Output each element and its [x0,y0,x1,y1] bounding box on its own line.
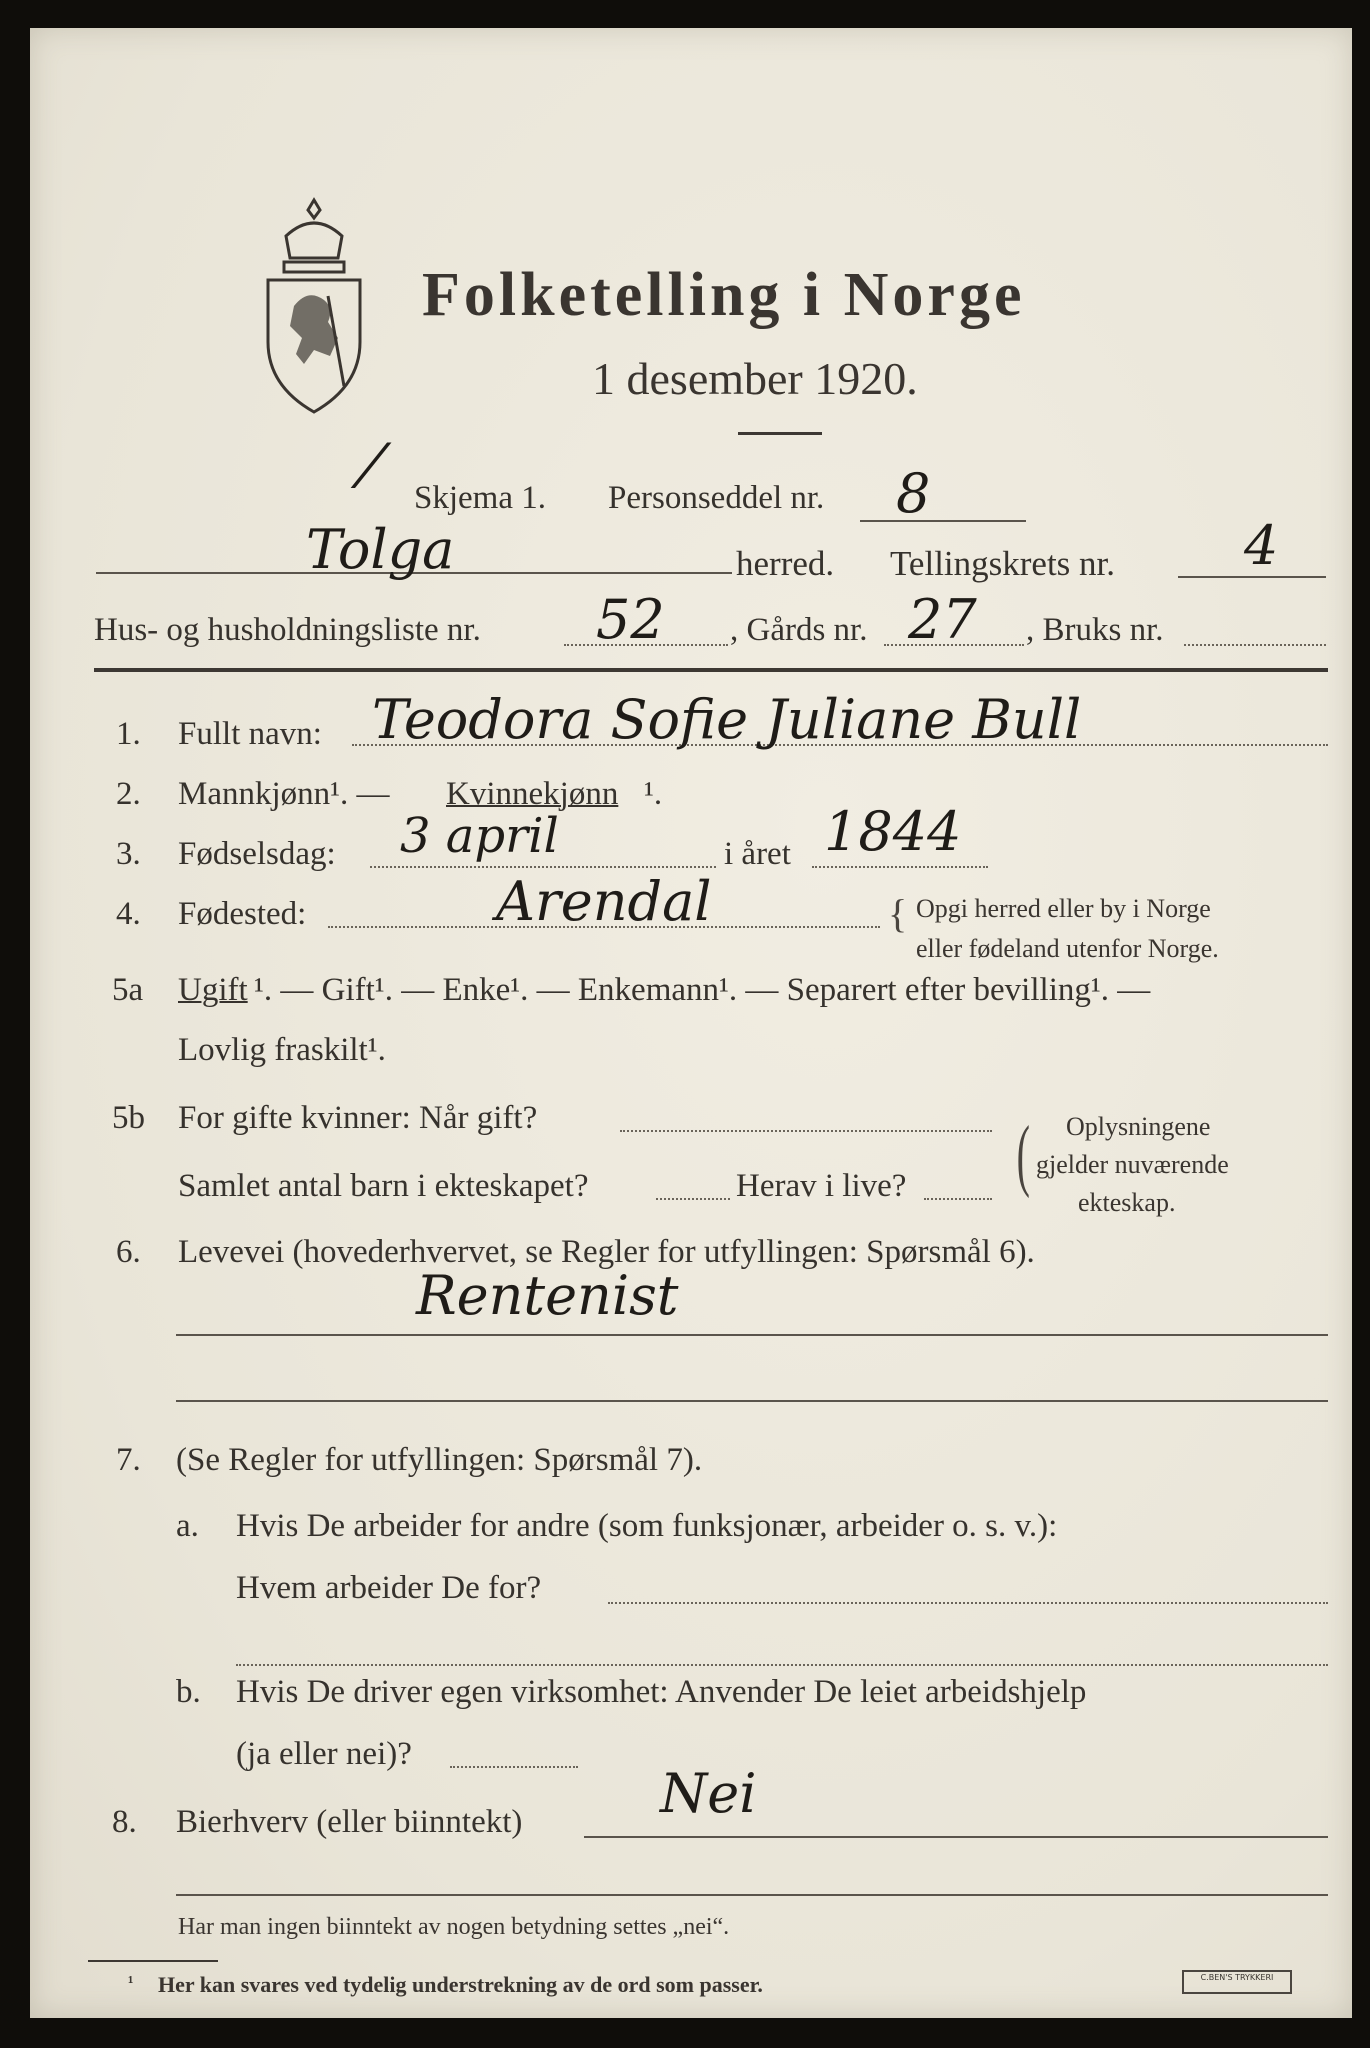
q2-mann-label: Mannkjønn¹. — [178,776,390,812]
q3-year-field [812,866,988,868]
footer-note: Har man ingen biinntekt av nogen betydning settes „nei“. [178,1914,730,1940]
q6-field-1 [176,1334,1328,1336]
q5b-number: 5b [112,1100,145,1136]
q5a-line2: Lovlig fraskilt¹. [178,1032,386,1068]
q5b-line2a: Samlet antal barn i ekteskapet? [178,1168,589,1204]
q7b-line1: Hvis De driver egen virksomhet: Anvender De leiet arbeidshjelp [236,1674,1087,1710]
bruks-field [1184,644,1326,646]
gards-value: 27 [908,588,977,651]
q4-note-line1: Opgi herred eller by i Norge [916,894,1211,923]
herred-label: herred. [736,544,835,583]
bruks-label: , Bruks nr. [1026,612,1164,648]
q5b-barn-field [656,1198,730,1200]
q5b-note-line1: Oplysningene [1066,1112,1211,1141]
tellingskrets-label: Tellingskrets nr. [890,544,1116,583]
herred-value: Tolga [306,518,455,581]
skjema-label: Skjema 1. [414,480,546,516]
personseddel-label: Personseddel nr. [608,480,825,516]
page-title: Folketelling i Norge [422,261,1026,329]
q2-kvinne-label: Kvinnekjønn [446,776,619,812]
q4-note-brace: { [888,891,908,936]
q7a-line2: Hvem arbeider De for? [236,1570,542,1606]
husholdning-value: 52 [596,588,665,651]
q8-value: Nei [660,1762,757,1825]
q7a-line1: Hvis De arbeider for andre (som funksjonær, arbeider o. s. v.): [236,1508,1058,1544]
q2-number: 2. [116,776,141,812]
q7a-letter: a. [176,1508,199,1544]
gards-label: , Gårds nr. [730,612,868,648]
personseddel-field [860,520,1026,522]
header-divider [94,668,1328,672]
q2-end: ¹. [644,776,663,812]
q4-label: Fødested: [178,896,307,932]
q6-label: Levevei (hovederhvervet, se Regler for utfyllingen: Spørsmål 6). [178,1234,1035,1270]
q5b-line1: For gifte kvinner: Når gift? [178,1100,538,1136]
q5b-note-line3: ekteskap. [1078,1188,1176,1217]
q4-value: Arendal [496,870,712,933]
q5a-number: 5a [112,972,144,1008]
q5a-options: ¹. — Gift¹. — Enke¹. — Enkemann¹. — Separert efter bevilling¹. — [254,972,1151,1008]
footnote-divider [88,1960,218,1962]
q5b-live-field [924,1198,992,1200]
handwritten-tick: ⁄ [366,432,377,502]
title-divider [738,432,822,435]
q8-number: 8. [112,1804,137,1840]
printer-stamp-text: C.BEN'S TRYKKERI [1200,1973,1274,1982]
q3-field [370,866,716,868]
census-form-page [30,28,1352,2018]
footnote-text: Her kan svares ved tydelig understrekning av de ord som passer. [158,1972,763,1997]
q3-number: 3. [116,836,141,872]
q4-number: 4. [116,896,141,932]
q6-value: Rentenist [416,1264,679,1327]
husholdning-label: Hus- og husholdningsliste nr. [94,612,481,648]
q6-field-2 [176,1400,1328,1402]
q7-number: 7. [116,1442,141,1478]
q5b-note-brace: ( [1016,1111,1030,1199]
tellingskrets-value: 4 [1244,514,1279,577]
q8-field-2 [176,1894,1328,1896]
q7a-field-1 [608,1602,1328,1604]
q7b-field [450,1766,578,1768]
q1-value: Teodora Sofie Juliane Bull [372,688,1082,751]
q5a-ugift: Ugift [178,972,248,1008]
q5b-line2b: Herav i live? [736,1168,907,1204]
q3-year-label: i året [724,836,791,872]
q8-field [584,1836,1328,1838]
printer-stamp [1182,1970,1292,1994]
q5b-note-line2: gjelder nuværende [1036,1150,1229,1179]
q1-number: 1. [116,716,141,752]
q1-label: Fullt navn: [178,716,322,752]
q5b-gift-field [620,1130,992,1132]
q4-note-line2: eller fødeland utenfor Norge. [916,934,1219,963]
q3-value: 3 april [400,808,559,864]
q7a-field-2 [236,1664,1328,1666]
personseddel-value: 8 [896,462,931,525]
q7-label: (Se Regler for utfyllingen: Spørsmål 7). [176,1442,703,1478]
coat-of-arms-icon [258,196,370,426]
q8-label: Bierhverv (eller biinntekt) [176,1804,523,1840]
q7b-line2: (ja eller nei)? [236,1736,412,1772]
q6-number: 6. [116,1234,141,1270]
footnote-mark: ¹ [128,1972,134,1992]
q3-year-value: 1844 [824,800,962,863]
q7b-letter: b. [176,1674,201,1710]
q3-label: Fødselsdag: [178,836,336,872]
census-date: 1 desember 1920. [592,353,918,404]
